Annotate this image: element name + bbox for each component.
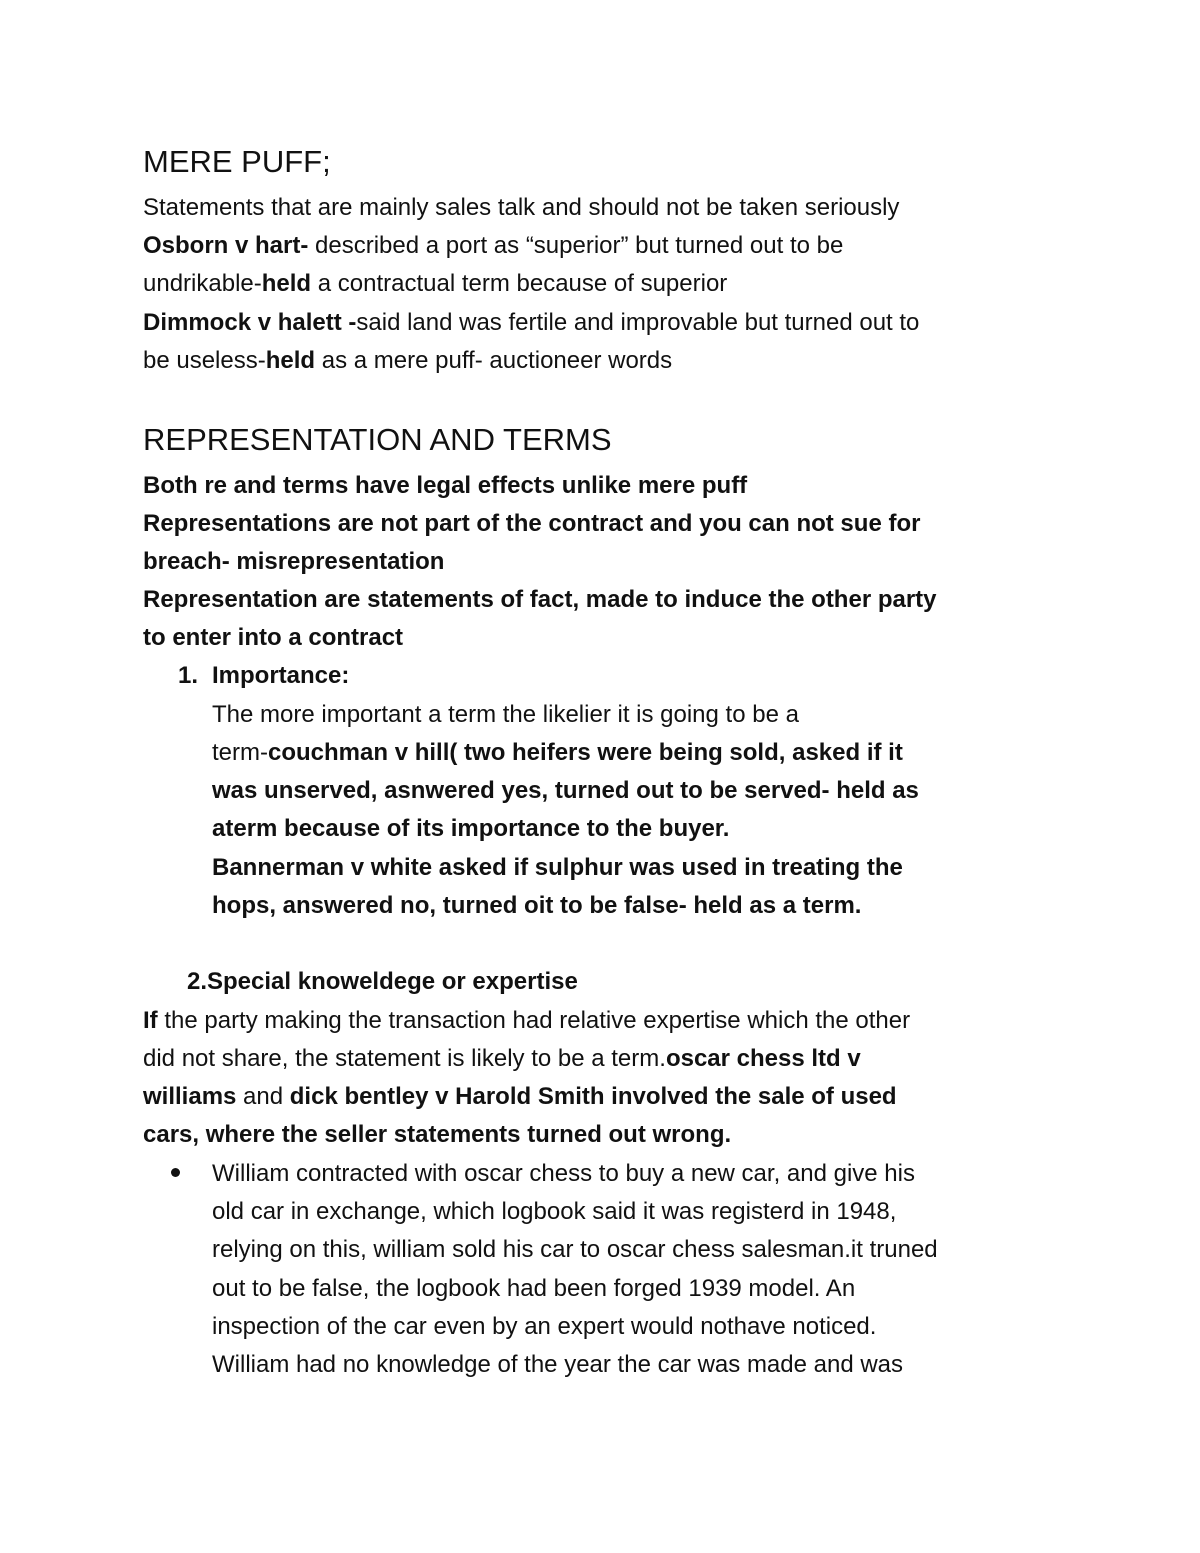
- item1-line-2a: term-: [212, 739, 268, 766]
- dimmock-case-text-2a: be useless-: [143, 347, 266, 374]
- item2-para-1b: the party making the transaction had relative expertise which the other: [157, 1007, 911, 1034]
- section-heading-representation-terms: REPRESENTATION AND TERMS: [143, 422, 612, 457]
- bold-line-4: Representation are statements of fact, made to induce the other party: [143, 586, 937, 613]
- osborn-case-line-1: [143, 231, 843, 261]
- item1-line-6: hops, answered no, turned oit to be false- held as a term.: [212, 892, 862, 919]
- item1-line-4: aterm because of its importance to the buyer.: [212, 815, 730, 842]
- bullet-line-3: relying on this, william sold his car to oscar chess salesman.it truned: [212, 1236, 938, 1263]
- osborn-case-text-2a: undrikable-: [143, 270, 262, 297]
- item1-line-3: was unserved, asnwered yes, turned out to be served- held as: [212, 777, 919, 804]
- bold-line-3: breach- misrepresentation: [143, 548, 445, 575]
- item1-line-2: [212, 738, 903, 768]
- osborn-case-text-2b: a contractual term because of superior: [311, 270, 728, 297]
- item2-para-2b: oscar chess ltd v: [665, 1045, 861, 1072]
- item2-para-line-2: [143, 1044, 861, 1074]
- osborn-case-text-1: described a port as “superior” but turned out to be: [308, 232, 844, 259]
- dimmock-case-text-1: said land was fertile and improvable but turned out to: [356, 309, 920, 336]
- dimmock-held: held: [265, 347, 316, 374]
- list-number-1: 1.: [178, 662, 199, 689]
- bullet-line-5: inspection of the car even by an expert would nothave noticed.: [212, 1313, 877, 1340]
- item2-para-3b: and: [236, 1083, 290, 1110]
- bullet-icon: [171, 1168, 180, 1177]
- dimmock-case-text-2b: as a mere puff- auctioneer words: [315, 347, 673, 374]
- item2-para-2a: did not share, the statement is likely to be a term.: [143, 1045, 666, 1072]
- item2-title: 2.Special knoweldege or expertise: [187, 968, 578, 995]
- item1-line-2b: couchman v hill( two heifers were being sold, asked if it: [268, 739, 903, 766]
- dimmock-case-line-1: [143, 308, 919, 338]
- item2-para-3c: dick bentley v Harold Smith involved the sale of used: [289, 1083, 897, 1110]
- osborn-case-line-2: [143, 269, 727, 299]
- bold-line-1: Both re and terms have legal effects unlike mere puff: [143, 472, 748, 499]
- bold-line-2: Representations are not part of the contract and you can not sue for: [143, 510, 921, 537]
- bullet-line-1: William contracted with oscar chess to buy a new car, and give his: [212, 1160, 915, 1187]
- osborn-case-name: Osborn v hart-: [143, 232, 309, 259]
- bullet-line-2: old car in exchange, which logbook said it was registerd in 1948,: [212, 1198, 897, 1225]
- bullet-line-6: William had no knowledge of the year the car was made and was: [212, 1351, 904, 1378]
- item1-line-1: The more important a term the likelier it is going to be a: [212, 701, 799, 728]
- item2-if: If: [143, 1007, 158, 1034]
- item2-para-line-3: [143, 1082, 897, 1112]
- section-heading-mere-puff: MERE PUFF;: [143, 144, 331, 179]
- bold-line-5: to enter into a contract: [143, 624, 404, 651]
- osborn-held: held: [261, 270, 312, 297]
- item1-title: Importance:: [212, 662, 350, 689]
- dimmock-case-name: Dimmock v halett -: [143, 309, 357, 336]
- item2-para-line-4: cars, where the seller statements turned out wrong.: [143, 1121, 732, 1148]
- dimmock-case-line-2: [143, 346, 672, 376]
- item1-line-5: Bannerman v white asked if sulphur was used in treating the: [212, 854, 903, 881]
- mere-puff-definition: Statements that are mainly sales talk and should not be taken seriously: [143, 194, 900, 221]
- item2-para-line-1: [143, 1006, 910, 1036]
- item2-para-3a: williams: [143, 1083, 237, 1110]
- bullet-line-4: out to be false, the logbook had been forged 1939 model. An: [212, 1275, 856, 1302]
